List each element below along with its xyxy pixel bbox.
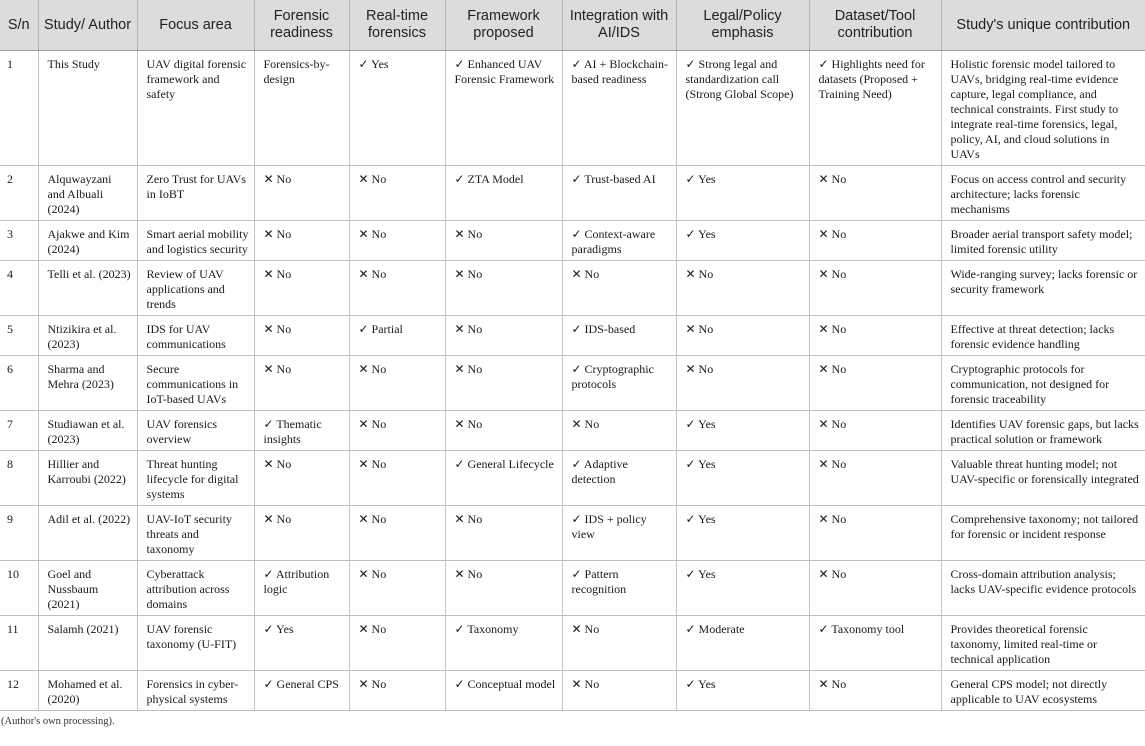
table-row [0, 316, 1145, 356]
cell-study-author: Mohamed et al. (2020) [38, 671, 137, 711]
header-study-author: Study/ Author [38, 0, 137, 51]
cell-focus-area: UAV forensic taxonomy (U-FIT) [137, 616, 254, 671]
cell-sn: 9 [0, 506, 38, 561]
header-sn: S/n [0, 0, 38, 51]
cell-dataset-tool-contribution: ✕ No [809, 506, 941, 561]
cell-focus-area: Review of UAV applications and trends [137, 261, 254, 316]
cell-sn: 1 [0, 51, 38, 166]
cell-forensic-readiness: ✕ No [254, 316, 349, 356]
cell-forensic-readiness: ✕ No [254, 451, 349, 506]
cell-unique-contribution: Comprehensive taxonomy; not tailored for forensic or incident response [941, 506, 1145, 561]
cell-dataset-tool-contribution: ✕ No [809, 221, 941, 261]
cell-real-time-forensics: ✕ No [349, 616, 445, 671]
cell-sn: 4 [0, 261, 38, 316]
table-row [0, 561, 1145, 616]
header-unique-contribution: Study's unique contribution [941, 0, 1145, 51]
cell-study-author: This Study [38, 51, 137, 166]
cell-legal-policy-emphasis: ✓ Yes [676, 221, 809, 261]
table-row [0, 451, 1145, 506]
cell-framework-proposed: ✕ No [445, 221, 562, 261]
cell-focus-area: Smart aerial mobility and logistics security [137, 221, 254, 261]
cell-legal-policy-emphasis: ✓ Yes [676, 506, 809, 561]
cell-dataset-tool-contribution: ✓ Taxonomy tool [809, 616, 941, 671]
cell-sn: 3 [0, 221, 38, 261]
cell-focus-area: Forensics in cyber-physical systems [137, 671, 254, 711]
cell-focus-area: Secure communications in IoT-based UAVs [137, 356, 254, 411]
cell-forensic-readiness: ✓ Attribution logic [254, 561, 349, 616]
cell-dataset-tool-contribution: ✕ No [809, 671, 941, 711]
cell-real-time-forensics: ✕ No [349, 356, 445, 411]
cell-study-author: Adil et al. (2022) [38, 506, 137, 561]
cell-unique-contribution: Cryptographic protocols for communication, not designed for forensic traceability [941, 356, 1145, 411]
cell-real-time-forensics: ✕ No [349, 261, 445, 316]
cell-integration-ai-ids: ✓ IDS + policy view [562, 506, 676, 561]
cell-unique-contribution: Effective at threat detection; lacks forensic evidence handling [941, 316, 1145, 356]
cell-unique-contribution: Cross-domain attribution analysis; lacks UAV-specific evidence protocols [941, 561, 1145, 616]
cell-forensic-readiness: ✕ No [254, 356, 349, 411]
cell-legal-policy-emphasis: ✕ No [676, 356, 809, 411]
cell-study-author: Telli et al. (2023) [38, 261, 137, 316]
cell-legal-policy-emphasis: ✕ No [676, 316, 809, 356]
cell-legal-policy-emphasis: ✓ Yes [676, 166, 809, 221]
cell-framework-proposed: ✓ Taxonomy [445, 616, 562, 671]
cell-integration-ai-ids: ✓ Trust-based AI [562, 166, 676, 221]
cell-unique-contribution: Identifies UAV forensic gaps, but lacks practical solution or framework [941, 411, 1145, 451]
cell-unique-contribution: Provides theoretical forensic taxonomy, limited real-time or technical application [941, 616, 1145, 671]
cell-real-time-forensics: ✕ No [349, 671, 445, 711]
cell-real-time-forensics: ✕ No [349, 221, 445, 261]
cell-unique-contribution: Focus on access control and security architecture; lacks forensic mechanisms [941, 166, 1145, 221]
cell-framework-proposed: ✕ No [445, 316, 562, 356]
cell-real-time-forensics: ✓ Partial [349, 316, 445, 356]
cell-framework-proposed: ✓ General Lifecycle [445, 451, 562, 506]
cell-dataset-tool-contribution: ✓ Highlights need for datasets (Proposed + Training Need) [809, 51, 941, 166]
cell-real-time-forensics: ✕ No [349, 451, 445, 506]
header-dataset-tool-contribution: Dataset/Tool contribution [809, 0, 941, 51]
cell-dataset-tool-contribution: ✕ No [809, 451, 941, 506]
table-row [0, 51, 1145, 166]
cell-legal-policy-emphasis: ✓ Yes [676, 671, 809, 711]
cell-focus-area: IDS for UAV communications [137, 316, 254, 356]
cell-study-author: Sharma and Mehra (2023) [38, 356, 137, 411]
cell-dataset-tool-contribution: ✕ No [809, 411, 941, 451]
table-row [0, 261, 1145, 316]
cell-dataset-tool-contribution: ✕ No [809, 166, 941, 221]
cell-forensic-readiness: ✕ No [254, 261, 349, 316]
cell-focus-area: UAV forensics overview [137, 411, 254, 451]
cell-framework-proposed: ✓ Conceptual model [445, 671, 562, 711]
cell-sn: 12 [0, 671, 38, 711]
cell-focus-area: Zero Trust for UAVs in IoBT [137, 166, 254, 221]
table-row [0, 616, 1145, 671]
cell-unique-contribution: Holistic forensic model tailored to UAVs, bridging real-time evidence capture, legal compliance, and technical constraints. First study to integrate real-time forensics, legal, policy, AI, and cloud solutions in UAVs [941, 51, 1145, 166]
cell-integration-ai-ids: ✓ IDS-based [562, 316, 676, 356]
cell-integration-ai-ids: ✓ Cryptographic protocols [562, 356, 676, 411]
cell-unique-contribution: General CPS model; not directly applicable to UAV ecosystems [941, 671, 1145, 711]
cell-framework-proposed: ✓ Enhanced UAV Forensic Framework [445, 51, 562, 166]
header-focus-area: Focus area [137, 0, 254, 51]
cell-forensic-readiness: ✕ No [254, 506, 349, 561]
cell-forensic-readiness: Forensics-by-design [254, 51, 349, 166]
cell-sn: 11 [0, 616, 38, 671]
cell-sn: 7 [0, 411, 38, 451]
header-forensic-readiness: Forensic readiness [254, 0, 349, 51]
cell-unique-contribution: Broader aerial transport safety model; limited forensic utility [941, 221, 1145, 261]
table-row [0, 221, 1145, 261]
cell-legal-policy-emphasis: ✓ Yes [676, 411, 809, 451]
table-row [0, 356, 1145, 411]
cell-framework-proposed: ✕ No [445, 356, 562, 411]
cell-focus-area: Threat hunting lifecycle for digital systems [137, 451, 254, 506]
cell-integration-ai-ids: ✓ AI + Blockchain-based readiness [562, 51, 676, 166]
cell-study-author: Hillier and Karroubi (2022) [38, 451, 137, 506]
cell-real-time-forensics: ✕ No [349, 166, 445, 221]
cell-study-author: Studiawan et al. (2023) [38, 411, 137, 451]
cell-real-time-forensics: ✓ Yes [349, 51, 445, 166]
cell-framework-proposed: ✓ ZTA Model [445, 166, 562, 221]
cell-legal-policy-emphasis: ✓ Yes [676, 561, 809, 616]
cell-integration-ai-ids: ✓ Adaptive detection [562, 451, 676, 506]
table-row [0, 506, 1145, 561]
cell-legal-policy-emphasis: ✓ Moderate [676, 616, 809, 671]
header-integration-ai-ids: Integration with AI/IDS [562, 0, 676, 51]
cell-dataset-tool-contribution: ✕ No [809, 316, 941, 356]
cell-study-author: Salamh (2021) [38, 616, 137, 671]
cell-framework-proposed: ✕ No [445, 561, 562, 616]
table-row [0, 166, 1145, 221]
cell-forensic-readiness: ✕ No [254, 221, 349, 261]
cell-sn: 8 [0, 451, 38, 506]
header-framework-proposed: Framework proposed [445, 0, 562, 51]
cell-integration-ai-ids: ✓ Context-aware paradigms [562, 221, 676, 261]
cell-unique-contribution: Wide-ranging survey; lacks forensic or security framework [941, 261, 1145, 316]
cell-legal-policy-emphasis: ✓ Yes [676, 451, 809, 506]
cell-legal-policy-emphasis: ✕ No [676, 261, 809, 316]
cell-focus-area: Cyberattack attribution across domains [137, 561, 254, 616]
cell-study-author: Ajakwe and Kim (2024) [38, 221, 137, 261]
cell-dataset-tool-contribution: ✕ No [809, 356, 941, 411]
cell-integration-ai-ids: ✕ No [562, 411, 676, 451]
cell-legal-policy-emphasis: ✓ Strong legal and standardization call (Strong Global Scope) [676, 51, 809, 166]
header-legal-policy-emphasis: Legal/Policy emphasis [676, 0, 809, 51]
cell-study-author: Goel and Nussbaum (2021) [38, 561, 137, 616]
cell-dataset-tool-contribution: ✕ No [809, 561, 941, 616]
cell-study-author: Alquwayzani and Albuali (2024) [38, 166, 137, 221]
cell-framework-proposed: ✕ No [445, 411, 562, 451]
table-row [0, 671, 1145, 711]
cell-sn: 2 [0, 166, 38, 221]
header-real-time-forensics: Real-time forensics [349, 0, 445, 51]
table-header-row [0, 0, 1145, 51]
cell-integration-ai-ids: ✕ No [562, 671, 676, 711]
cell-integration-ai-ids: ✕ No [562, 616, 676, 671]
cell-focus-area: UAV digital forensic framework and safety [137, 51, 254, 166]
table-row [0, 411, 1145, 451]
cell-forensic-readiness: ✓ Yes [254, 616, 349, 671]
cell-integration-ai-ids: ✓ Pattern recognition [562, 561, 676, 616]
cell-sn: 5 [0, 316, 38, 356]
cell-forensic-readiness: ✓ General CPS [254, 671, 349, 711]
cell-framework-proposed: ✕ No [445, 261, 562, 316]
cell-forensic-readiness: ✕ No [254, 166, 349, 221]
cell-integration-ai-ids: ✕ No [562, 261, 676, 316]
cell-real-time-forensics: ✕ No [349, 561, 445, 616]
cell-study-author: Ntizikira et al. (2023) [38, 316, 137, 356]
cell-dataset-tool-contribution: ✕ No [809, 261, 941, 316]
cell-focus-area: UAV-IoT security threats and taxonomy [137, 506, 254, 561]
cell-forensic-readiness: ✓ Thematic insights [254, 411, 349, 451]
cell-sn: 6 [0, 356, 38, 411]
cell-unique-contribution: Valuable threat hunting model; not UAV-specific or forensically integrated [941, 451, 1145, 506]
cell-real-time-forensics: ✕ No [349, 506, 445, 561]
table-footnote: (Author's own processing). [1, 716, 115, 727]
table-body [0, 51, 1145, 711]
cell-sn: 10 [0, 561, 38, 616]
cell-framework-proposed: ✕ No [445, 506, 562, 561]
cell-real-time-forensics: ✕ No [349, 411, 445, 451]
